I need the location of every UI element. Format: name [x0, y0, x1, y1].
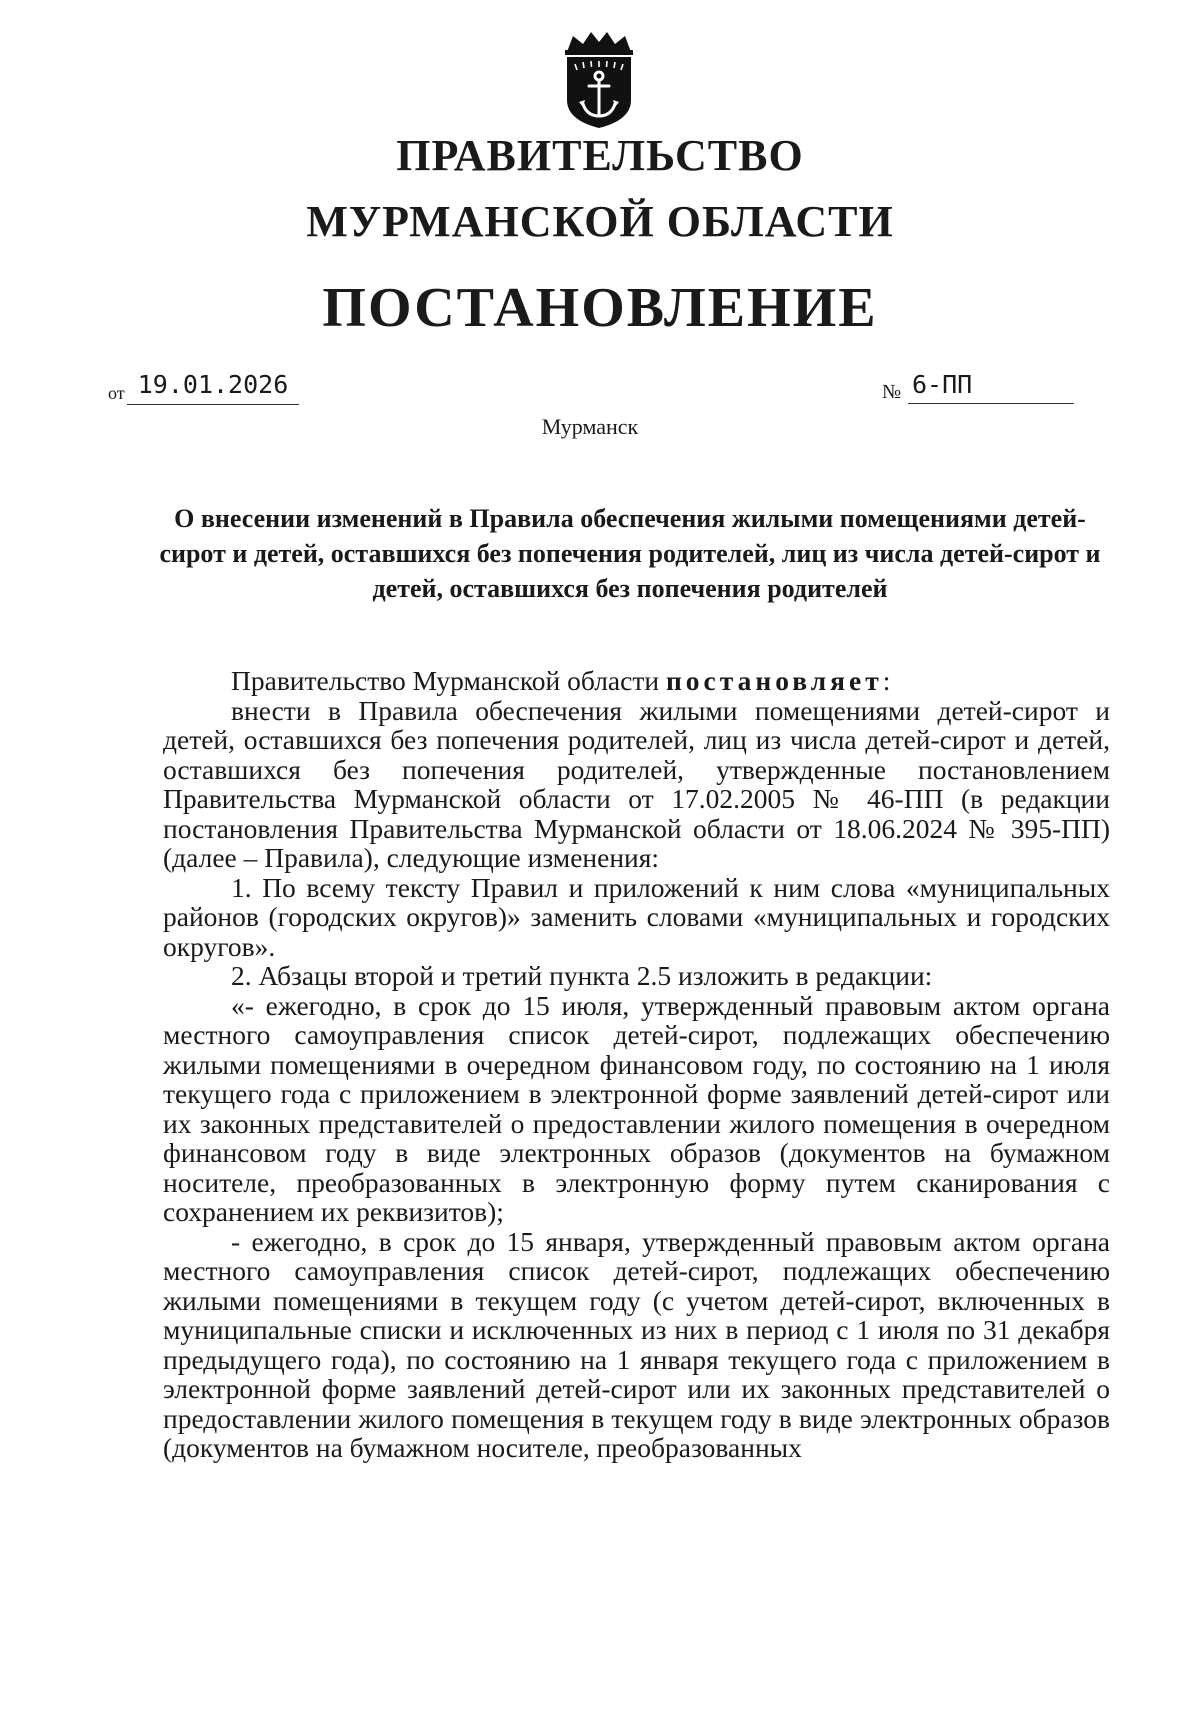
intro-prefix: Правительство Мурманской области	[231, 665, 660, 696]
coat-of-arms-icon	[553, 30, 645, 130]
document-date: 19.01.2026	[127, 366, 299, 405]
body-paragraph: «- ежегодно, в срок до 15 июля, утвержденный правовым актом органа местного самоуправления список детей-сирот, подлежащих обеспечению жилыми помещениями в очередном финансовом году, по состоянию на 1 июля текущего года с приложением в электронной форме заявлений детей-сирот или их законных представителей о предоставлении жилого помещения в очередном финансовом году в виде электронных образов (документов на бумажном носителе, преобразованных в электронную форму путем сканирования с сохранением их реквизитов);	[163, 989, 1110, 1227]
intro-suffix: :	[882, 665, 891, 696]
document-number: 6-ПП	[908, 366, 1074, 404]
intro-verb: постановляет	[665, 665, 883, 696]
date-label: от	[108, 383, 125, 403]
body-paragraph: - ежегодно, в срок до 15 января, утвержденный правовым актом органа местного самоуправления список детей-сирот, подлежащих обеспечению жилыми помещениями в текущем году (с учетом детей-сирот, включенных в муниципальные списки и исключенных из них в период с 1 июля по 31 декабря предыдущего года), по состоянию на 1 января текущего года с приложением в электронной форме заявлений детей-сирот или их законных представителей о предоставлении жилого помещения в текущем году в виде электронных образов (документов на бумажном носителе, преобразованных	[163, 1225, 1110, 1463]
city-name: Мурманск	[541, 414, 639, 439]
org-name-line1: ПРАВИТЕЛЬСТВО	[396, 131, 804, 180]
body-paragraph: внести в Правила обеспечения жилыми помещениями детей-сирот и детей, оставшихся без попечения родителей, лиц из числа детей-сирот и детей, оставшихся без попечения родителей, утвержденные постановлением Правительства Мурманской области от 17.02.2005 № 46-ПП (в редакции постановления Правительства Мурманской области от 18.06.2024 № 395-ПП) (далее – Правила), следующие изменения:	[163, 694, 1110, 873]
number-label: №	[882, 381, 902, 403]
document-type: ПОСТАНОВЛЕНИЕ	[322, 277, 878, 339]
document-body	[163, 666, 1110, 1463]
intro-paragraph	[163, 666, 1110, 696]
body-paragraph: 1. По всему тексту Правил и приложений к ним слова «муниципальных районов (городских округов)» заменить словами «муниципальных и городских округов».	[163, 871, 1110, 962]
org-name-line2: МУРМАНСКОЙ ОБЛАСТИ	[306, 197, 894, 246]
body-paragraph: 2. Абзацы второй и третий пункта 2.5 изложить в редакции:	[231, 960, 933, 991]
document-title: О внесении изменений в Правила обеспечения жилыми помещениями детей-сирот и детей, оставшихся без попечения родителей, лиц из числа детей-сирот и детей, оставшихся без попечения родителей	[159, 504, 1101, 603]
